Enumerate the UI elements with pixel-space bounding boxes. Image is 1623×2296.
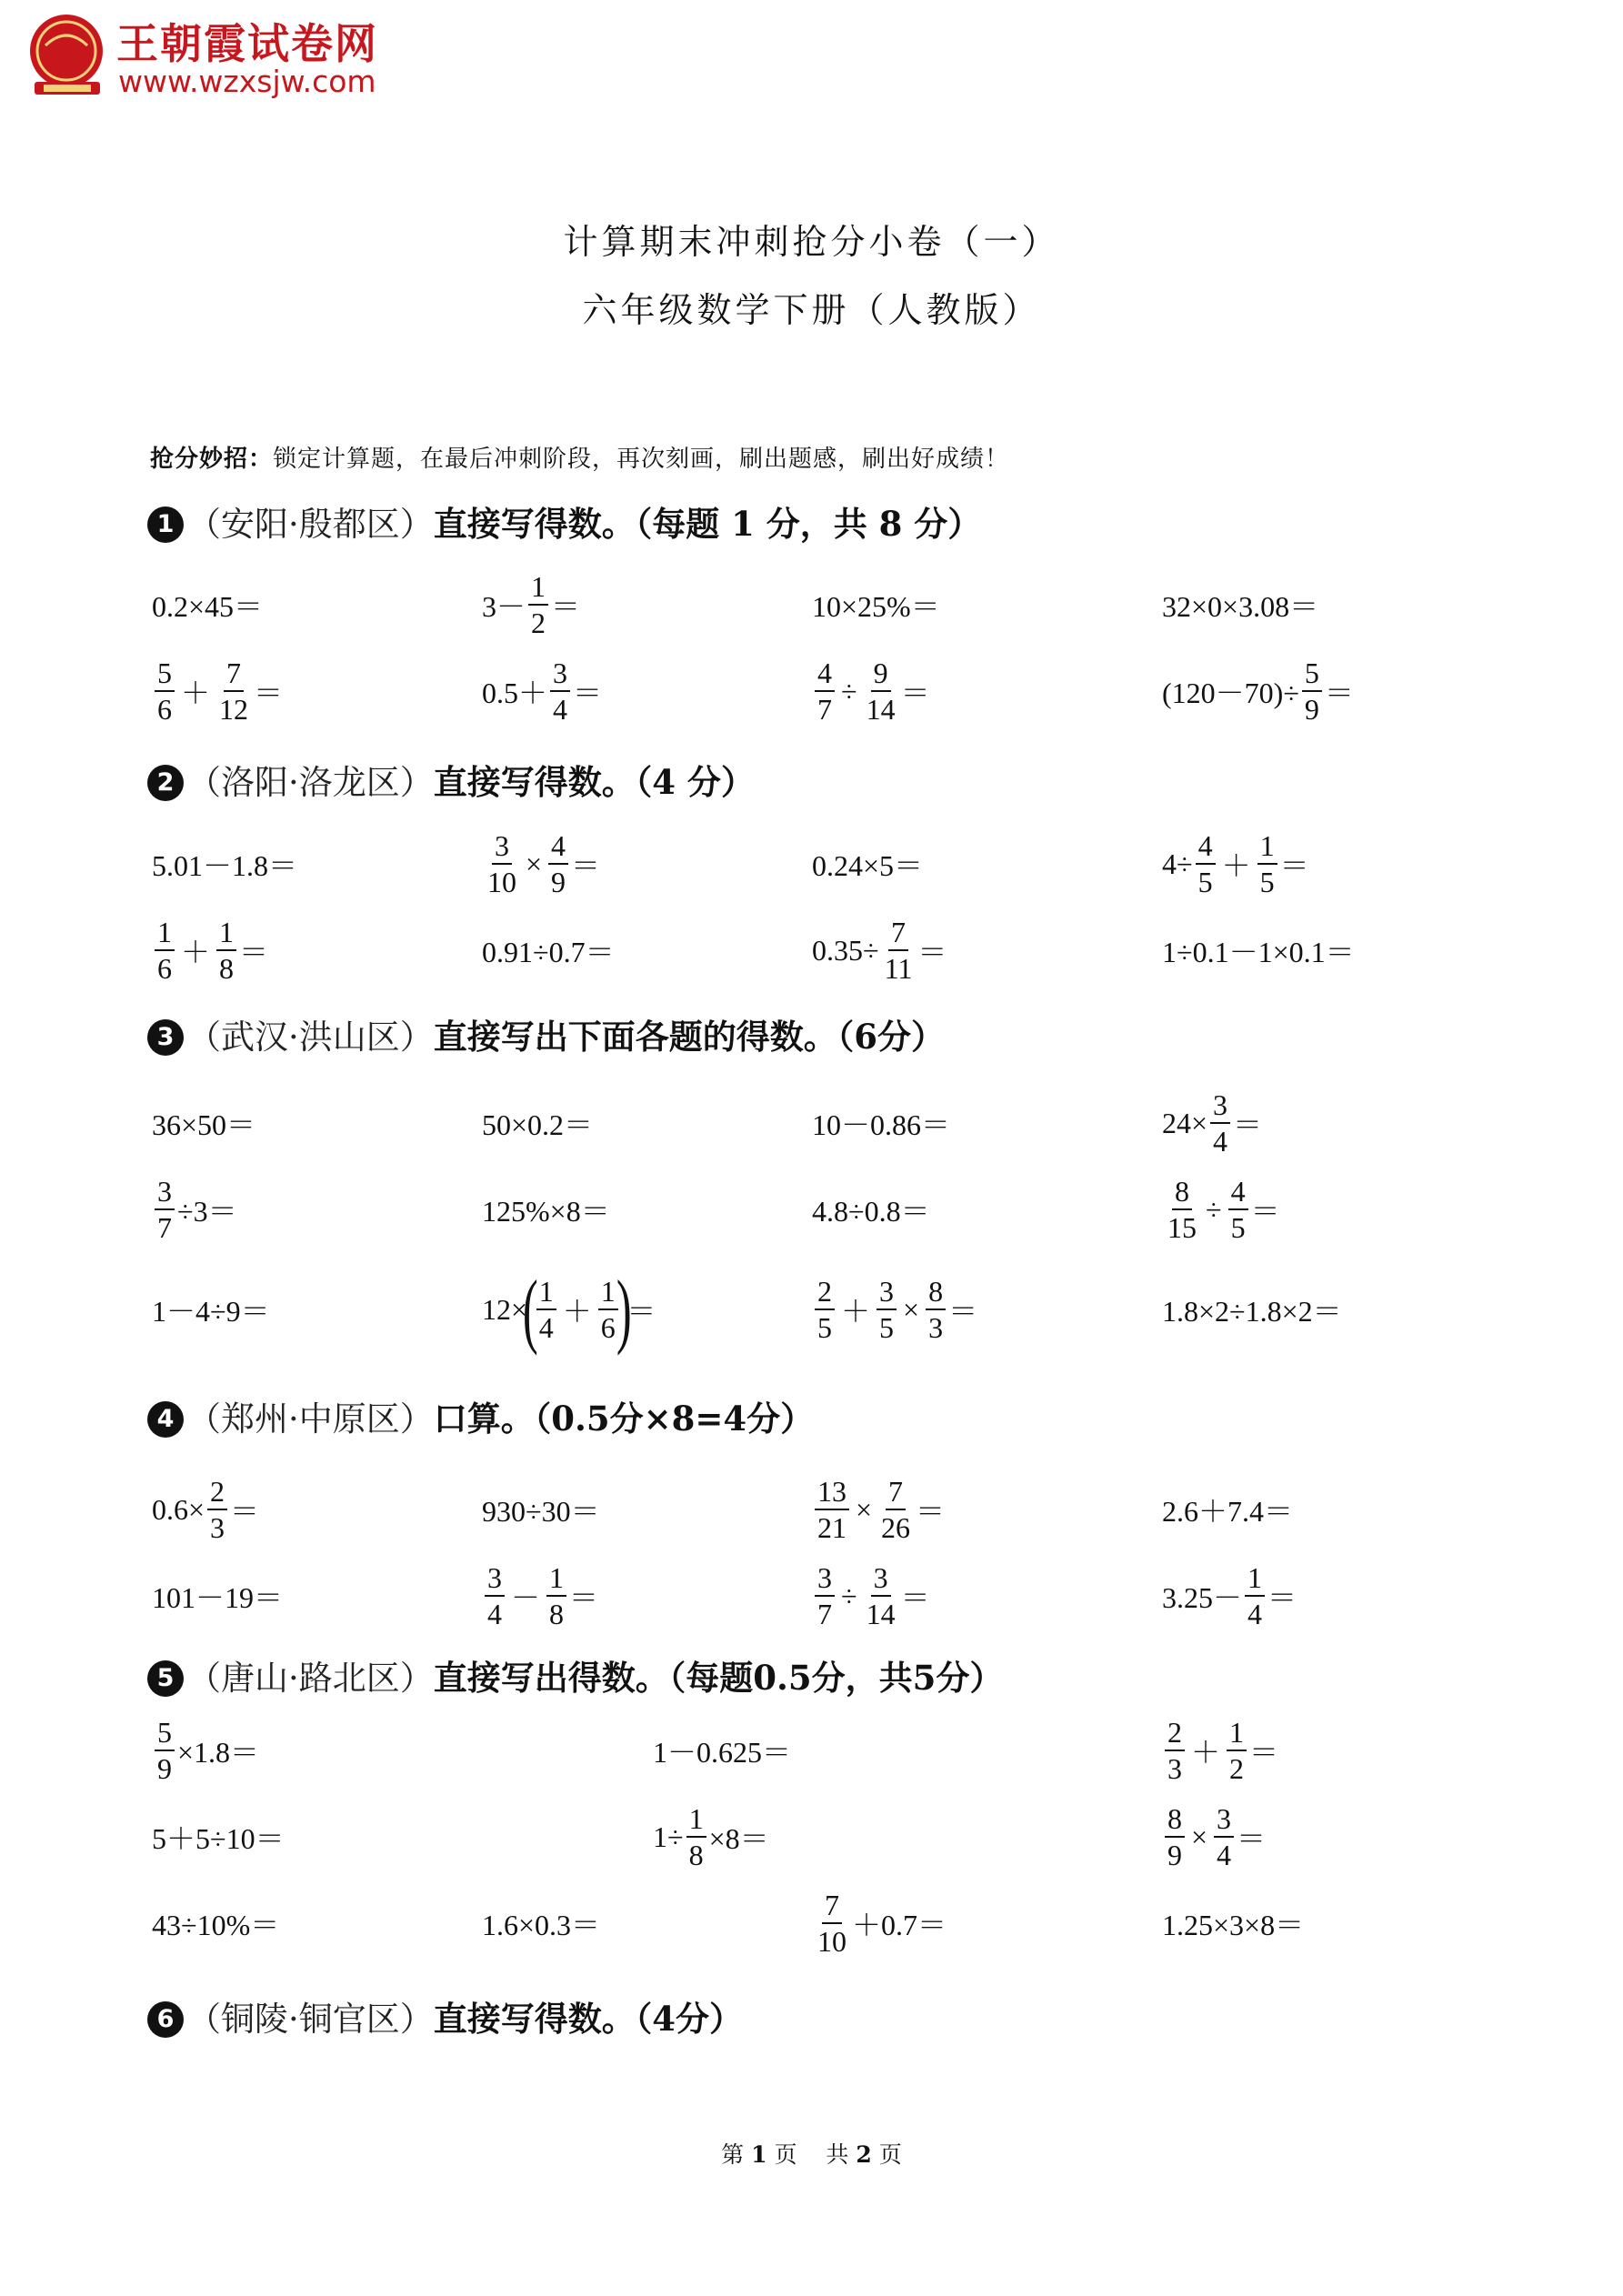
problem-row	[0, 1173, 1623, 1246]
fraction: $\frac{7}{26}$	[881, 1475, 911, 1544]
problem-row	[0, 1887, 1623, 1960]
section-location: （洛阳·洛龙区）	[187, 763, 434, 802]
section-instruction: 直接写得数。（4分）	[433, 1999, 744, 2039]
problem-row	[0, 1559, 1623, 1632]
fraction: $\frac{1}{2}$	[528, 572, 548, 637]
expr: 10×25%＝	[812, 590, 940, 623]
site-url[interactable]: www.wzxsjw.com	[118, 64, 376, 99]
problem-row	[0, 914, 1623, 987]
fraction: $\frac{1}{8}$	[546, 1563, 566, 1629]
page-footer: 第 1 页 共 2 页	[721, 2141, 902, 2168]
fraction: $\frac{1}{4}$	[1245, 1563, 1265, 1629]
problem: $\frac{3}{4}$ － $\frac{1}{8}$ ＝	[482, 1559, 598, 1632]
problem-row	[0, 827, 1623, 900]
fraction: $\frac{2}{5}$	[815, 1277, 835, 1342]
problem: 36×50＝	[152, 1108, 256, 1141]
problem	[152, 568, 263, 641]
fraction: $\frac{3}{10}$	[487, 829, 516, 898]
fraction: $\frac{3}{4}$	[550, 658, 570, 724]
expr: 0.2×45＝	[152, 590, 264, 623]
tip-line	[150, 440, 1009, 474]
problem: 3－ $\frac{1}{2}$ ＝	[482, 570, 581, 639]
fraction: $\frac{7}{12}$	[219, 657, 249, 726]
section-heading-4	[147, 1391, 814, 1440]
problem: 3.25－ $\frac{1}{4}$ ＝	[1162, 1561, 1297, 1630]
fraction: $\frac{3}{7}$	[155, 1177, 175, 1242]
problem	[812, 568, 940, 641]
problem: 50×0.2＝	[482, 1108, 594, 1141]
problem: $\frac{5}{9}$ ×1.8＝	[152, 1714, 259, 1787]
problem: 10－0.86＝	[812, 1108, 951, 1141]
problem-row	[0, 1087, 1623, 1159]
section-heading-1	[147, 496, 981, 546]
problem	[1162, 568, 1318, 641]
problem-row	[0, 1263, 1623, 1356]
fraction: $\frac{9}{14}$	[866, 657, 896, 726]
problem: $\frac{3}{10}$ × $\frac{4}{9}$ ＝	[482, 827, 600, 900]
fraction: $\frac{2}{3}$	[207, 1477, 227, 1542]
tip-label: 抢分妙招：	[150, 446, 274, 473]
fraction: $\frac{1}{6}$	[155, 917, 175, 983]
fraction: $\frac{1}{5}$	[1257, 831, 1277, 897]
problem-row	[0, 1473, 1623, 1546]
page-total: 2	[856, 2141, 872, 2168]
fraction: $\frac{7}{11}$	[884, 916, 913, 985]
problem: $\frac{8}{15}$ ÷ $\frac{4}{5}$ ＝	[1162, 1173, 1280, 1246]
problem: 101－19＝	[152, 1581, 284, 1614]
page-number: 1	[751, 2141, 767, 2168]
problem: $\frac{3}{7}$ ÷3＝	[152, 1173, 237, 1246]
expr: 3－	[482, 590, 526, 623]
fraction: $\frac{4}{9}$	[548, 831, 568, 897]
problem: 1.6×0.3＝	[482, 1909, 601, 1941]
fraction: $\frac{3}{14}$	[866, 1561, 896, 1630]
section-heading-3	[147, 1009, 945, 1058]
problem: 2.6＋7.4＝	[1162, 1495, 1294, 1528]
brand-logo-icon	[25, 9, 116, 100]
problem: 1－0.625＝	[653, 1736, 792, 1769]
problem: 1÷ $\frac{1}{8}$ ×8＝	[653, 1802, 769, 1871]
section-location: （武汉·洪山区）	[187, 1018, 434, 1057]
fraction: $\frac{1}{4}$	[536, 1277, 556, 1342]
problem: $\frac{2}{5}$ ＋ $\frac{3}{5}$ × $\frac{8}{3}$ ＝	[812, 1273, 977, 1346]
section-instruction: 直接写出下面各题的得数。（6分）	[433, 1017, 946, 1057]
problem-row	[0, 568, 1623, 641]
section-location: （铜陵·铜官区）	[187, 2000, 434, 2039]
fraction: $\frac{1}{6}$	[598, 1277, 618, 1342]
section-location: （唐山·路北区）	[187, 1659, 434, 1698]
problem: $\frac{2}{3}$ ＋ $\frac{1}{2}$ ＝	[1162, 1714, 1278, 1787]
problem: 4.8÷0.8＝	[812, 1195, 930, 1228]
problem: 4÷ $\frac{4}{5}$ ＋ $\frac{1}{5}$ ＝	[1162, 829, 1309, 898]
problem: 1－4÷9＝	[152, 1295, 270, 1328]
problem: 125%×8＝	[482, 1195, 610, 1228]
section-number: 3	[147, 1019, 184, 1056]
problem-row	[0, 1800, 1623, 1873]
problem: 1.8×2÷1.8×2＝	[1162, 1295, 1342, 1328]
problem: 1.25×3×8＝	[1162, 1909, 1305, 1941]
fraction: $\frac{2}{3}$	[1165, 1718, 1185, 1783]
fraction: $\frac{3}{5}$	[877, 1277, 897, 1342]
section-number: 4	[147, 1401, 184, 1438]
problem: 0.91÷0.7＝	[482, 936, 615, 968]
problem: 0.6× $\frac{2}{3}$ ＝	[152, 1475, 260, 1544]
problem: 24× $\frac{3}{4}$ ＝	[1162, 1088, 1263, 1158]
fraction: $\frac{1}{2}$	[1227, 1718, 1247, 1783]
fraction: $\frac{3}{4}$	[485, 1563, 505, 1629]
section-instruction: 直接写出得数。（每题0.5分，共5分）	[433, 1658, 1004, 1698]
problem: $\frac{3}{7}$ ÷ $\frac{3}{14}$ ＝	[812, 1559, 930, 1632]
fraction: $\frac{8}{9}$	[1165, 1804, 1185, 1870]
section-heading-6	[147, 1991, 743, 2040]
problem: 0.35÷ $\frac{7}{11}$ ＝	[812, 916, 947, 985]
section-number: 1	[147, 506, 184, 543]
problem: 5＋5÷10＝	[152, 1822, 285, 1855]
fraction: $\frac{5}{9}$	[1302, 658, 1322, 724]
expr: 32×0×3.08＝	[1162, 590, 1319, 623]
problem: $\frac{5}{6}$ ＋ $\frac{7}{12}$ ＝	[152, 655, 283, 727]
fraction: $\frac{4}{7}$	[815, 658, 835, 724]
problem-row	[0, 655, 1623, 727]
section-number: 2	[147, 765, 184, 801]
problem: 43÷10%＝	[152, 1909, 280, 1941]
fraction: $\frac{8}{3}$	[926, 1277, 946, 1342]
section-number: 5	[147, 1660, 184, 1697]
tip-text: 锁定计算题，在最后冲刺阶段，再次刻画，刷出题感，刷出好成绩！	[273, 446, 1010, 473]
page-subtitle: 六年级数学下册（人教版）	[582, 290, 1041, 330]
fraction: $\frac{13}{21}$	[815, 1477, 849, 1542]
section-instruction: 口算。（0.5分×8=4分）	[433, 1399, 815, 1439]
problem: (120－70)÷ $\frac{5}{9}$ ＝	[1162, 657, 1354, 726]
section-location: （安阳·殷都区）	[187, 505, 434, 544]
problem: 5.01－1.8＝	[152, 849, 298, 882]
fraction: $\frac{1}{8}$	[686, 1804, 706, 1870]
section-instruction: 直接写得数。（每题 1 分，共 8 分）	[433, 504, 982, 544]
problem: 0.5＋ $\frac{3}{4}$ ＝	[482, 657, 603, 726]
problem: $\frac{8}{9}$ × $\frac{3}{4}$ ＝	[1162, 1800, 1266, 1873]
fraction: $\frac{3}{4}$	[1210, 1090, 1230, 1156]
section-number: 6	[147, 2001, 184, 2038]
fraction: $\frac{1}{8}$	[216, 917, 236, 983]
fraction: $\frac{3}{7}$	[815, 1563, 835, 1629]
section-heading-5	[147, 1650, 1003, 1699]
fraction: $\frac{8}{15}$	[1167, 1175, 1197, 1244]
problem: $\frac{13}{21}$ × $\frac{7}{26}$ ＝	[812, 1473, 945, 1546]
section-instruction: 直接写得数。（4 分）	[433, 762, 755, 802]
fraction: $\frac{3}{4}$	[1214, 1804, 1234, 1870]
problem: 930÷30＝	[482, 1495, 600, 1528]
fraction: $\frac{4}{5}$	[1228, 1177, 1248, 1242]
problem: 0.24×5＝	[812, 849, 924, 882]
brand-name: 王朝霞试卷网	[116, 19, 378, 68]
problem: $\frac{7}{10}$ ＋0.7＝	[812, 1887, 947, 1960]
problem-row	[0, 1714, 1623, 1787]
fraction: $\frac{5}{9}$	[155, 1718, 175, 1783]
fraction: $\frac{7}{10}$	[817, 1889, 847, 1958]
problem: 1÷0.1－1×0.1＝	[1162, 936, 1355, 968]
problem: $\frac{1}{6}$ ＋ $\frac{1}{8}$ ＝	[152, 914, 268, 987]
section-location: （郑州·中原区）	[187, 1399, 434, 1439]
page-title: 计算期末冲刺抢分小卷（一）	[563, 222, 1060, 262]
fraction: $\frac{4}{5}$	[1196, 831, 1216, 897]
fraction: $\frac{5}{6}$	[155, 658, 175, 724]
section-heading-2	[147, 755, 755, 804]
problem: 12× ( $\frac{1}{4}$ ＋ $\frac{1}{6}$ ) ＝	[482, 1263, 656, 1356]
problem: $\frac{4}{7}$ ÷ $\frac{9}{14}$ ＝	[812, 655, 930, 727]
